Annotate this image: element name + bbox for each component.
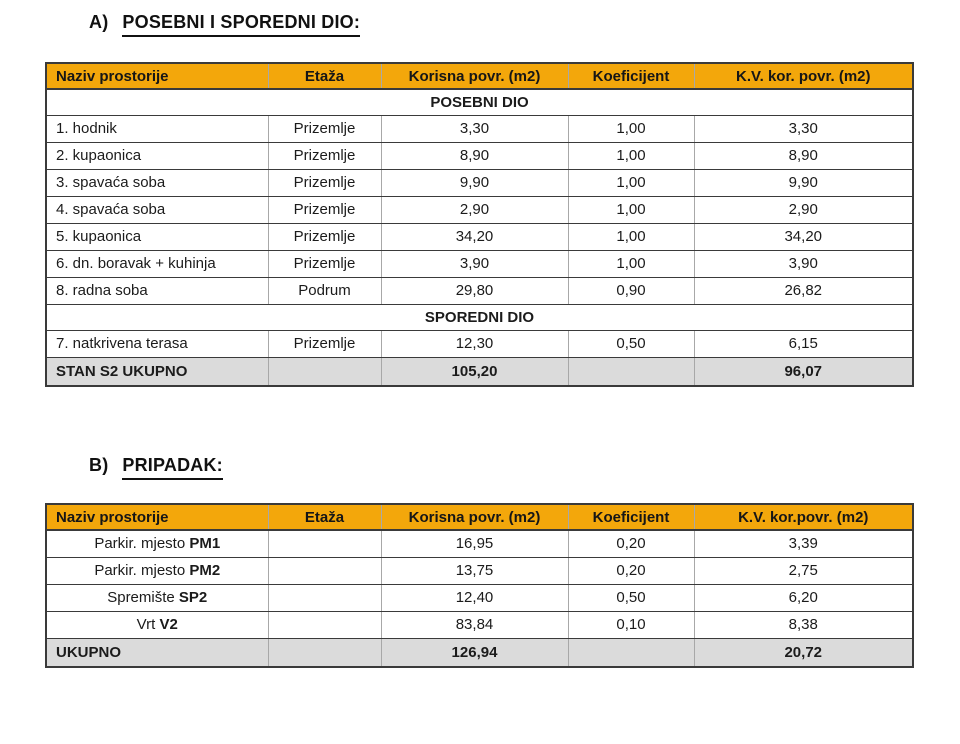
floor-cell: Prizemlje bbox=[268, 142, 381, 169]
coefficient-cell: 0,10 bbox=[568, 611, 694, 638]
room-name-cell: 1. hodnik bbox=[46, 115, 268, 142]
item-name-cell bbox=[46, 611, 268, 638]
kv-area-cell: 6,15 bbox=[694, 330, 913, 357]
floor-cell: Prizemlje bbox=[268, 330, 381, 357]
area-cell: 13,75 bbox=[381, 557, 568, 584]
floor-cell: Podrum bbox=[268, 277, 381, 304]
coefficient-cell: 1,00 bbox=[568, 250, 694, 277]
table-b-total-row bbox=[46, 638, 913, 667]
table-row bbox=[46, 557, 913, 584]
area-cell: 12,30 bbox=[381, 330, 568, 357]
floor-cell: Prizemlje bbox=[268, 250, 381, 277]
section-a-title-text: POSEBNI I SPOREDNI DIO: bbox=[122, 12, 360, 37]
kv-area-cell: 26,82 bbox=[694, 277, 913, 304]
floor-cell bbox=[268, 611, 381, 638]
floor-cell: Prizemlje bbox=[268, 196, 381, 223]
section-a-label: A) bbox=[89, 12, 109, 32]
coefficient-cell: 0,20 bbox=[568, 557, 694, 584]
section-b-label: B) bbox=[89, 455, 109, 475]
section-row-posebni-dio bbox=[46, 89, 913, 115]
floor-cell bbox=[268, 530, 381, 557]
table-b-header-row bbox=[46, 504, 913, 530]
item-name-text: Spremište bbox=[107, 589, 179, 606]
table-a-container bbox=[45, 62, 914, 387]
coefficient-cell: 1,00 bbox=[568, 169, 694, 196]
table-row bbox=[46, 142, 913, 169]
header-kv-kor-povr: K.V. kor. povr. (m2) bbox=[694, 63, 913, 89]
coefficient-cell: 0,20 bbox=[568, 530, 694, 557]
header-kv-kor-povr: K.V. kor.povr. (m2) bbox=[694, 504, 913, 530]
kv-area-cell: 6,20 bbox=[694, 584, 913, 611]
table-b-container bbox=[45, 503, 914, 668]
coefficient-cell bbox=[568, 357, 694, 386]
table-row bbox=[46, 223, 913, 250]
item-name-cell bbox=[46, 584, 268, 611]
total-kv-area-cell: 96,07 bbox=[694, 357, 913, 386]
area-cell: 3,90 bbox=[381, 250, 568, 277]
area-cell: 9,90 bbox=[381, 169, 568, 196]
table-row bbox=[46, 584, 913, 611]
floor-cell bbox=[268, 357, 381, 386]
table-a-total-row bbox=[46, 357, 913, 386]
floor-cell bbox=[268, 638, 381, 667]
area-cell: 2,90 bbox=[381, 196, 568, 223]
room-name-cell: 5. kupaonica bbox=[46, 223, 268, 250]
room-name-cell: 3. spavaća soba bbox=[46, 169, 268, 196]
table-row bbox=[46, 250, 913, 277]
section-b-title-text: PRIPADAK: bbox=[122, 455, 222, 480]
total-label-cell: UKUPNO bbox=[46, 638, 268, 667]
room-name-cell: 2. kupaonica bbox=[46, 142, 268, 169]
area-cell: 8,90 bbox=[381, 142, 568, 169]
item-code-text: SP2 bbox=[178, 589, 208, 606]
item-name-cell bbox=[46, 530, 268, 557]
total-label-cell: STAN S2 UKUPNO bbox=[46, 357, 268, 386]
header-etaza: Etaža bbox=[268, 504, 381, 530]
coefficient-cell: 0,50 bbox=[568, 584, 694, 611]
item-name-cell bbox=[46, 557, 268, 584]
coefficient-cell: 0,90 bbox=[568, 277, 694, 304]
table-row bbox=[46, 169, 913, 196]
room-name-cell: 4. spavaća soba bbox=[46, 196, 268, 223]
item-code-text: PM2 bbox=[189, 562, 221, 579]
floor-cell bbox=[268, 557, 381, 584]
kv-area-cell: 8,90 bbox=[694, 142, 913, 169]
area-cell: 29,80 bbox=[381, 277, 568, 304]
coefficient-cell: 1,00 bbox=[568, 115, 694, 142]
table-b bbox=[45, 503, 914, 668]
total-area-cell: 105,20 bbox=[381, 357, 568, 386]
item-name-text: Vrt bbox=[136, 616, 160, 633]
kv-area-cell: 34,20 bbox=[694, 223, 913, 250]
item-code-text: V2 bbox=[159, 616, 178, 633]
area-cell: 83,84 bbox=[381, 611, 568, 638]
kv-area-cell: 9,90 bbox=[694, 169, 913, 196]
floor-cell bbox=[268, 584, 381, 611]
kv-area-cell: 2,75 bbox=[694, 557, 913, 584]
section-a-title bbox=[89, 12, 360, 37]
area-cell: 16,95 bbox=[381, 530, 568, 557]
item-name-text: Parkir. mjesto bbox=[94, 562, 190, 579]
table-row bbox=[46, 330, 913, 357]
table-row bbox=[46, 277, 913, 304]
table-a-header-row bbox=[46, 63, 913, 89]
table-row bbox=[46, 530, 913, 557]
header-etaza: Etaža bbox=[268, 63, 381, 89]
area-cell: 3,30 bbox=[381, 115, 568, 142]
section-title-sporedni-dio: SPOREDNI DIO bbox=[46, 304, 913, 330]
total-area-cell: 126,94 bbox=[381, 638, 568, 667]
coefficient-cell: 1,00 bbox=[568, 196, 694, 223]
kv-area-cell: 2,90 bbox=[694, 196, 913, 223]
header-korisna-povr: Korisna povr. (m2) bbox=[381, 63, 568, 89]
header-korisna-povr: Korisna povr. (m2) bbox=[381, 504, 568, 530]
section-b-title bbox=[89, 455, 223, 480]
table-row bbox=[46, 196, 913, 223]
area-cell: 12,40 bbox=[381, 584, 568, 611]
coefficient-cell: 1,00 bbox=[568, 142, 694, 169]
header-koeficijent: Koeficijent bbox=[568, 504, 694, 530]
kv-area-cell: 3,90 bbox=[694, 250, 913, 277]
floor-cell: Prizemlje bbox=[268, 115, 381, 142]
coefficient-cell: 1,00 bbox=[568, 223, 694, 250]
table-row bbox=[46, 115, 913, 142]
section-row-sporedni-dio bbox=[46, 304, 913, 330]
floor-cell: Prizemlje bbox=[268, 223, 381, 250]
header-naziv-prostorije: Naziv prostorije bbox=[46, 504, 268, 530]
header-naziv-prostorije: Naziv prostorije bbox=[46, 63, 268, 89]
item-code-text: PM1 bbox=[189, 535, 221, 553]
room-name-cell: 6. dn. boravak + kuhinja bbox=[46, 250, 268, 277]
area-cell: 34,20 bbox=[381, 223, 568, 250]
coefficient-cell: 0,50 bbox=[568, 330, 694, 357]
header-koeficijent: Koeficijent bbox=[568, 63, 694, 89]
total-kv-area-cell: 20,72 bbox=[694, 638, 913, 667]
coefficient-cell bbox=[568, 638, 694, 667]
room-name-cell: 7. natkrivena terasa bbox=[46, 330, 268, 357]
section-title-posebni-dio: POSEBNI DIO bbox=[46, 89, 913, 115]
table-row bbox=[46, 611, 913, 638]
room-name-cell: 8. radna soba bbox=[46, 277, 268, 304]
kv-area-cell: 3,39 bbox=[694, 530, 913, 557]
floor-cell: Prizemlje bbox=[268, 169, 381, 196]
kv-area-cell: 3,30 bbox=[694, 115, 913, 142]
table-a bbox=[45, 62, 914, 387]
item-name-text: Parkir. mjesto bbox=[94, 535, 190, 553]
kv-area-cell: 8,38 bbox=[694, 611, 913, 638]
